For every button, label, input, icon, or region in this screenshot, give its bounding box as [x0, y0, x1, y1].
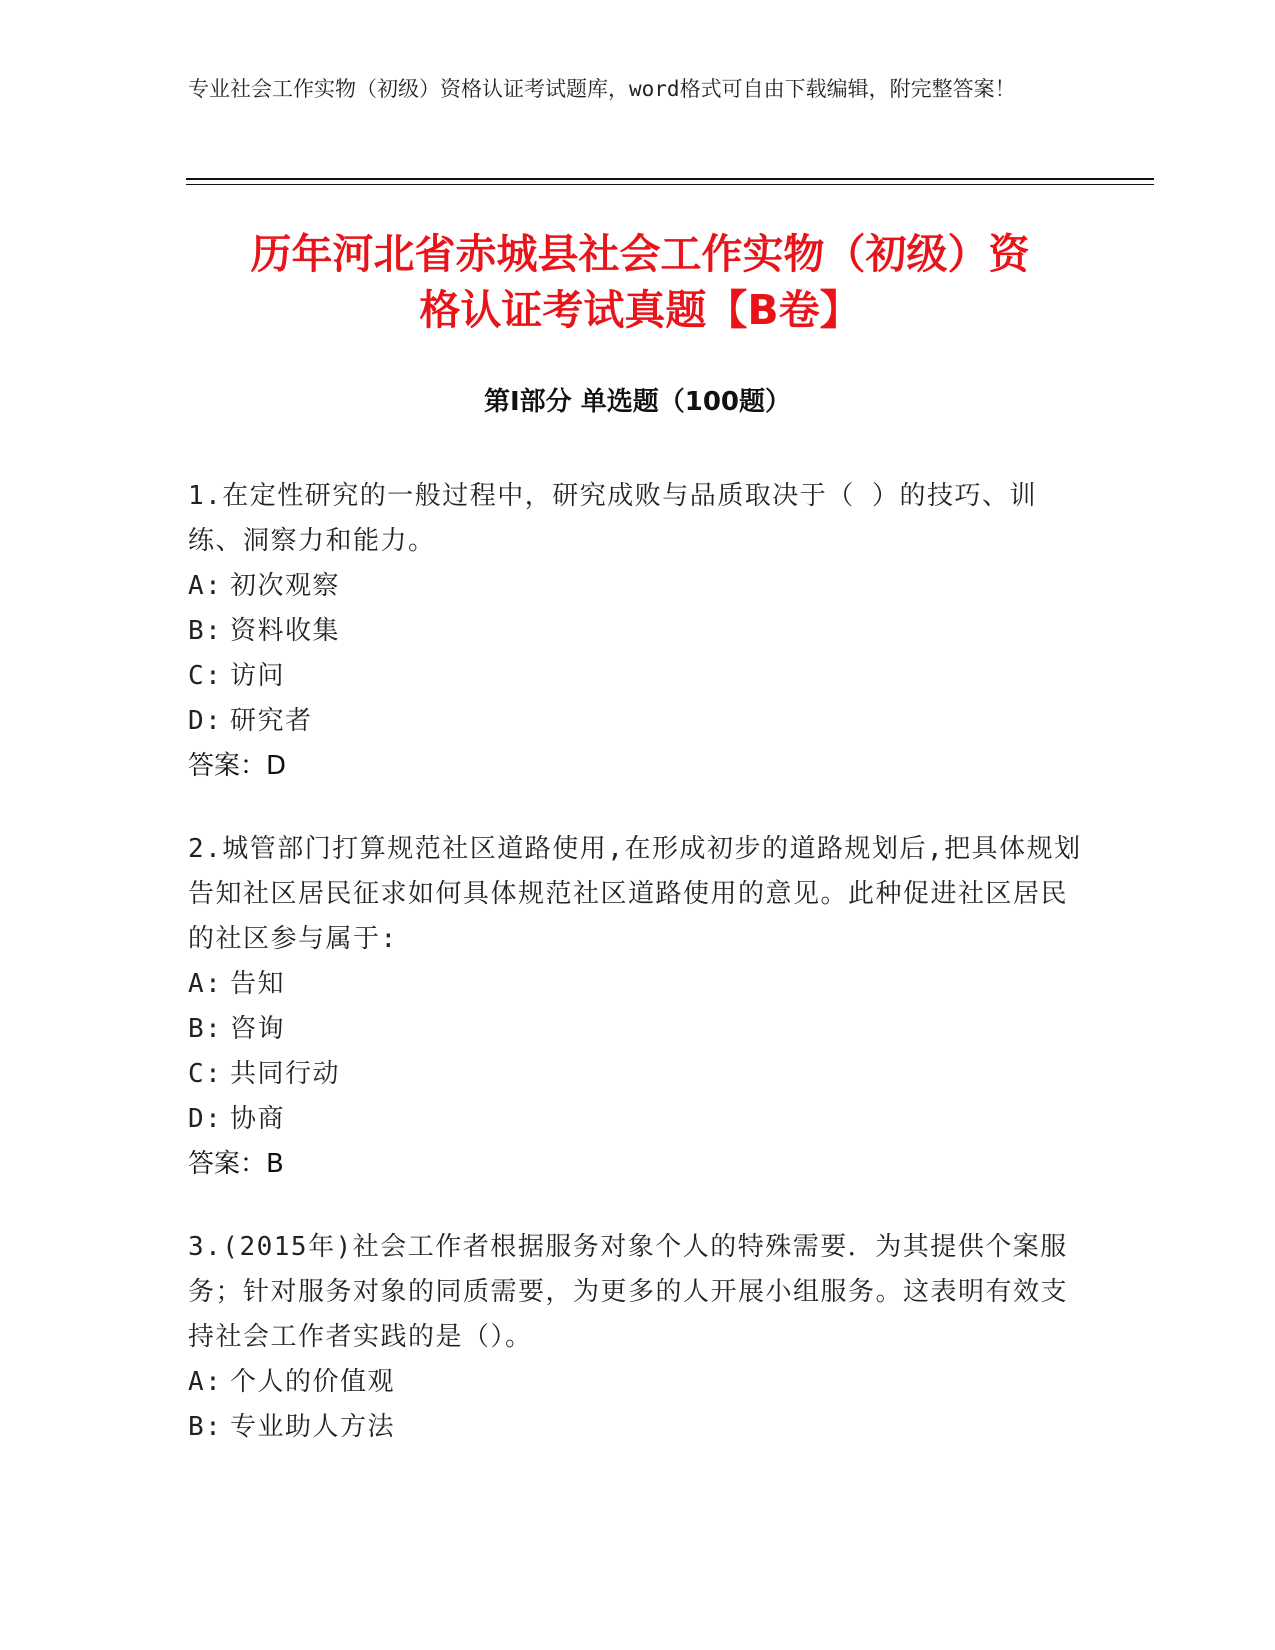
document-title — [160, 226, 1120, 338]
option-key: C: — [188, 661, 223, 691]
document-title-line-1: 历年河北省赤城县社会工作实物（初级）资 — [250, 230, 1030, 278]
option-c — [188, 654, 1088, 699]
option-text: 资料收集 — [230, 616, 341, 646]
option-text: 协商 — [230, 1104, 286, 1134]
option-b — [188, 1405, 1088, 1450]
answer-line: 答案：D — [188, 751, 287, 781]
option-text: 初次观察 — [230, 571, 341, 601]
section-title: 第Ⅰ部分 单选题（100题） — [484, 387, 791, 417]
option-text: 个人的价值观 — [230, 1367, 396, 1397]
question-2 — [188, 827, 1088, 1187]
option-d — [188, 699, 1088, 744]
question-stem: 1.在定性研究的一般过程中，研究成败与品质取决于（ ）的技巧、训练、洞察力和能力。 — [188, 481, 1037, 556]
header-rule-thick — [186, 178, 1154, 180]
option-text: 访问 — [230, 661, 286, 691]
option-a — [188, 1360, 1088, 1405]
option-b — [188, 609, 1088, 654]
header-note: 专业社会工作实物（初级）资格认证考试题库，word格式可自由下载编辑，附完整答案！ — [188, 77, 1016, 101]
option-key: D: — [188, 706, 223, 736]
question-list — [188, 474, 1088, 1488]
option-key: A: — [188, 571, 223, 601]
option-key: A: — [188, 1367, 223, 1397]
question-3 — [188, 1225, 1088, 1450]
question-stem: 3.(2015年)社会工作者根据服务对象个人的特殊需要．为其提供个案服务；针对服务对象的同质需要，为更多的人开展小组服务。这表明有效支持社会工作者实践的是（）。 — [188, 1232, 1069, 1352]
document-title-line-2: 格认证考试真题【B卷】 — [419, 286, 861, 334]
option-a — [188, 564, 1088, 609]
option-key: A: — [188, 969, 223, 999]
answer-line: 答案：B — [188, 1149, 284, 1179]
option-text: 专业助人方法 — [230, 1412, 396, 1442]
option-text: 咨询 — [230, 1014, 286, 1044]
option-a — [188, 962, 1088, 1007]
option-c — [188, 1052, 1088, 1097]
option-key: B: — [188, 1014, 223, 1044]
option-d — [188, 1097, 1088, 1142]
option-key: D: — [188, 1104, 223, 1134]
question-1 — [188, 474, 1088, 789]
option-text: 告知 — [230, 969, 286, 999]
option-text: 共同行动 — [230, 1059, 341, 1089]
option-key: C: — [188, 1059, 223, 1089]
question-stem: 2.城管部门打算规范社区道路使用,在形成初步的道路规划后,把具体规划告知社区居民征求如何具体规范社区道路使用的意见。此种促进社区居民的社区参与属于: — [188, 834, 1082, 954]
option-key: B: — [188, 616, 223, 646]
option-b — [188, 1007, 1088, 1052]
option-key: B: — [188, 1412, 223, 1442]
option-text: 研究者 — [230, 706, 313, 736]
header-rule-thin — [186, 184, 1154, 185]
